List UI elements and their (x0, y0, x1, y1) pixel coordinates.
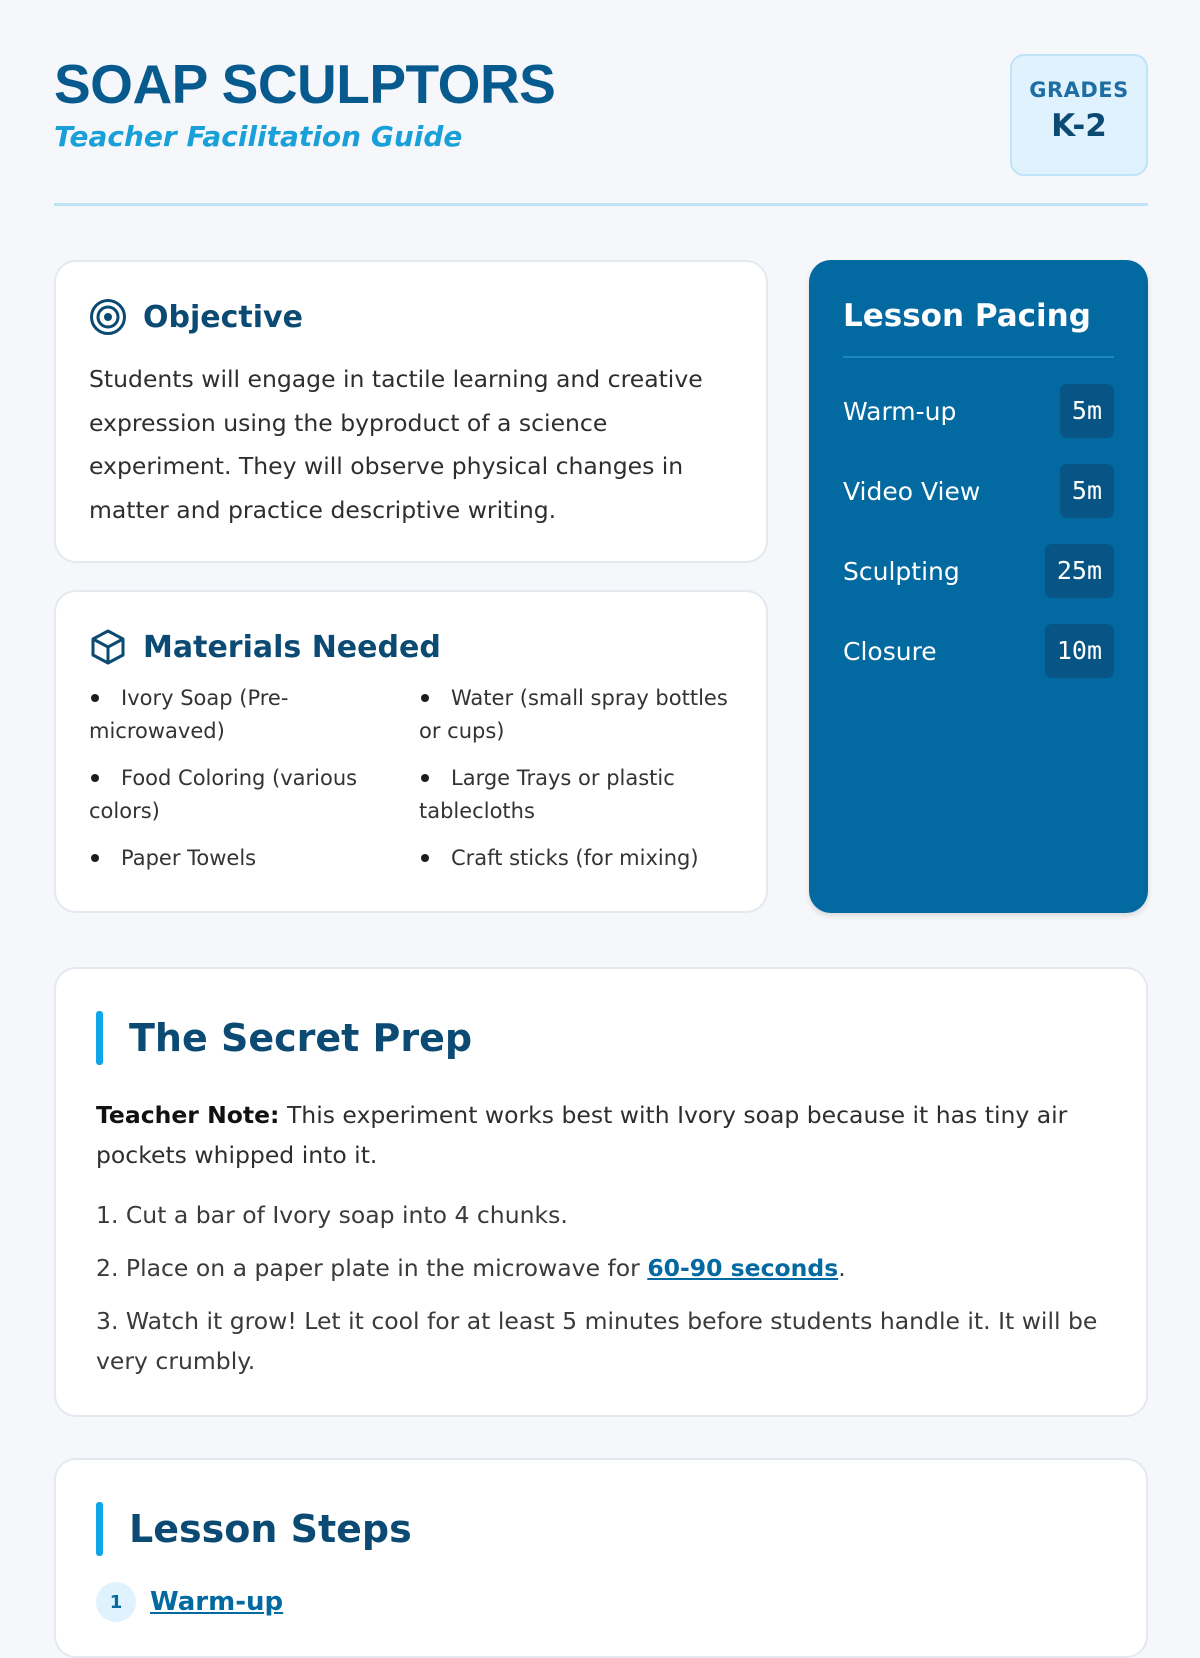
material-label: Ivory Soap (Pre-microwaved) (89, 686, 289, 743)
microwave-time-link[interactable]: 60-90 seconds (647, 1254, 839, 1282)
pacing-row-warm-up (843, 384, 1114, 438)
material-label: Paper Towels (121, 846, 257, 870)
grades-value: K-2 (1051, 108, 1107, 144)
step-number-badge: 1 (96, 1582, 136, 1622)
prep-title: The Secret Prep (129, 1016, 473, 1060)
grades-badge (1010, 54, 1148, 176)
pacing-row-sculpting (843, 544, 1114, 598)
prep-step (96, 1248, 1106, 1288)
bullet-icon (421, 694, 429, 702)
material-label: Food Coloring (various colors) (89, 766, 358, 823)
pacing-name: Warm-up (843, 396, 957, 426)
page-header (54, 52, 1148, 204)
objective-header (89, 298, 733, 336)
objective-title: Objective (143, 299, 303, 335)
objective-text: Students will engage in tactile learning and creative expression using the byproduct of a science experiment. They will observe physical changes in matter and practice descriptive writing. (89, 365, 703, 524)
prep-step: 1. Cut a bar of Ivory soap into 4 chunks. (96, 1201, 568, 1229)
teacher-note-label: Teacher Note: (96, 1101, 280, 1129)
pacing-time-badge: 10m (1045, 624, 1114, 678)
list-item (89, 842, 419, 875)
page-subtitle: Teacher Facilitation Guide (54, 120, 463, 153)
materials-header (89, 628, 733, 666)
secret-prep-card (54, 967, 1148, 1417)
section-accent-bar (96, 1502, 103, 1556)
objective-card (54, 260, 768, 563)
teacher-note (96, 1095, 1106, 1175)
pacing-name: Video View (843, 476, 981, 506)
pacing-row-video-view (843, 464, 1114, 518)
bullet-icon (91, 774, 99, 782)
grades-label: GRADES (1029, 78, 1129, 102)
list-item (89, 762, 419, 828)
lesson-steps-title: Lesson Steps (129, 1507, 412, 1551)
bullet-icon (91, 694, 99, 702)
pacing-time-badge: 25m (1045, 544, 1114, 598)
list-item (89, 682, 419, 748)
pacing-title: Lesson Pacing (843, 298, 1091, 334)
pacing-name: Sculpting (843, 556, 960, 586)
step-title-link[interactable]: Warm-up (150, 1587, 284, 1617)
bullet-icon (421, 854, 429, 862)
target-icon (89, 298, 127, 336)
prep-step-text: 2. Place on a paper plate in the microwave for (96, 1254, 648, 1282)
bullet-icon (91, 854, 99, 862)
pacing-row-closure (843, 624, 1114, 678)
materials-list (89, 682, 733, 875)
materials-title: Materials Needed (143, 629, 441, 665)
list-item (419, 682, 739, 748)
prep-step-text: . (838, 1254, 846, 1282)
list-item (419, 762, 739, 828)
lesson-steps-card (54, 1458, 1148, 1658)
pacing-divider (843, 356, 1114, 358)
teacher-note-text: This experiment works best with Ivory soap because it has tiny air pockets whipped into it. (96, 1101, 1068, 1169)
material-label: Water (small spray bottles or cups) (419, 686, 728, 743)
lesson-step-item (96, 1582, 1106, 1622)
prep-step: 3. Watch it grow! Let it cool for at least 5 minutes before students handle it. It will be very crumbly. (96, 1307, 1098, 1375)
pacing-time-badge: 5m (1060, 464, 1114, 518)
pacing-name: Closure (843, 636, 937, 666)
list-item (419, 842, 739, 875)
materials-card (54, 590, 768, 913)
bullet-icon (421, 774, 429, 782)
page-title: SOAP SCULPTORS (54, 53, 556, 115)
prep-header (96, 1011, 1106, 1065)
section-accent-bar (96, 1011, 103, 1065)
header-divider (54, 203, 1148, 206)
lesson-steps-header (96, 1502, 1106, 1556)
lesson-pacing-panel (809, 260, 1148, 913)
material-label: Craft sticks (for mixing) (451, 846, 699, 870)
material-label: Large Trays or plastic tablecloths (419, 766, 675, 823)
cube-icon (89, 628, 127, 666)
pacing-time-badge: 5m (1060, 384, 1114, 438)
prep-steps-list (96, 1195, 1106, 1381)
